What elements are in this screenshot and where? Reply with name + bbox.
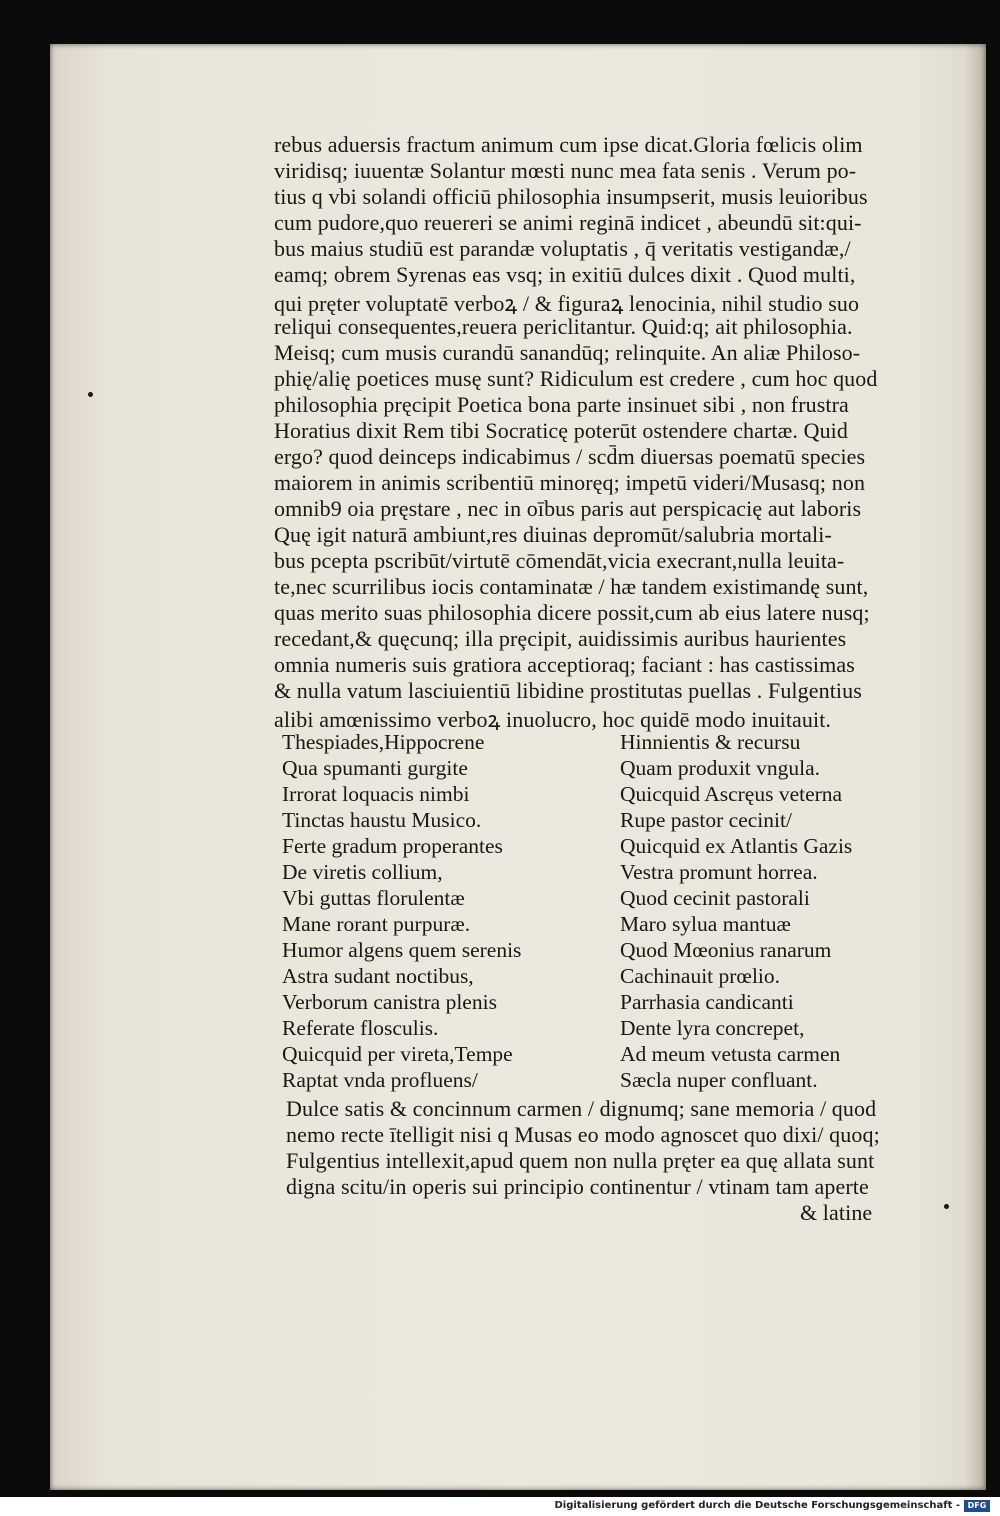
prose-line: viridisq; iuuentæ Solantur mœsti nunc mea fata senis . Verum po- — [274, 158, 857, 183]
prose-line: Fulgentius intellexit,apud quem non nulla pręter ea quę allata sunt — [286, 1148, 875, 1173]
prose-line: reliqui consequentes,reuera periclitantur. Quid:q; ait philosophia. — [274, 314, 853, 339]
verse-left-line: Humor algens quem serenis — [282, 938, 522, 962]
verse-right-line: Quod Mœonius ranarum — [620, 938, 832, 962]
verse-left-line: De viretis collium, — [282, 860, 443, 884]
verse-right-line: Dente lyra concrepet, — [620, 1016, 805, 1040]
prose-line: Quę igit naturā ambiunt,res diuinas depromūt/salubria mortali- — [274, 522, 832, 547]
prose-line: digna scitu/in operis sui principio continentur / vtinam tam aperte — [286, 1174, 869, 1199]
prose-line: & nulla vatum lasciuientiū libidine prostitutas puellas . Fulgentius — [274, 678, 862, 703]
verse-right-line: Sæcla nuper confluant. — [620, 1068, 818, 1092]
footer-bar — [0, 1497, 1000, 1516]
prose-line: quas merito suas philosophia dicere possit,cum ab eius latere nusq; — [274, 600, 870, 625]
prose-line: maiorem in animis scribentiū minoręq; impetū videri/Musasq; non — [274, 470, 866, 495]
prose-line: eamq; obrem Syrenas eas vsq; in exitiū dulces dixit . Quod multi, — [274, 262, 856, 287]
verse-left-line: Astra sudant noctibus, — [282, 964, 474, 988]
prose-line: qui pręter voluptatē verboꝝ / & figuraꝝ lenocinia, nihil studio suo — [274, 291, 860, 316]
prose-line: omnib9 oia pręstare , nec in oībus paris aut perspicacię aut laboris — [274, 496, 862, 521]
funding-credit: Digitalisierung gefördert durch die Deutsche Forschungsgemeinschaft - — [554, 1500, 960, 1511]
verse-right-line: Ad meum vetusta carmen — [620, 1042, 841, 1066]
verse-left-line: Mane rorant purpuræ. — [282, 912, 471, 936]
verse-left-line: Verborum canistra plenis — [282, 990, 497, 1014]
prose-line: alibi amœnissimo verboꝝ inuolucro, hoc quidē modo inuitauit. — [274, 707, 832, 732]
verse-right-line: Quod cecinit pastorali — [620, 886, 810, 910]
prose-line: Horatius dixit Rem tibi Socraticę poterūt ostendere chartæ. Quid — [274, 418, 848, 443]
verse-right-line: Vestra promunt horrea. — [620, 860, 818, 884]
prose-line: bus maius studiū est parandæ voluptatis , q̄ veritatis vestigandæ,/ — [274, 236, 851, 261]
verse-right-line: Hinnientis & recursu — [620, 730, 801, 754]
verse-right-line: Quicquid Ascręus veterna — [620, 782, 843, 806]
verse-left-line: Referate flosculis. — [282, 1016, 439, 1040]
verse-left-line: Ferte gradum properantes — [282, 834, 503, 858]
verse-right-line: Quam produxit vngula. — [620, 756, 821, 780]
verse-right-line: Maro sylua mantuæ — [620, 912, 791, 936]
verse-left-line: Qua spumanti gurgite — [282, 756, 468, 780]
verse-left-line: Tinctas haustu Musico. — [282, 808, 482, 832]
prose-line: omnia numeris suis gratiora acceptioraq; faciant : has castissimas — [274, 652, 855, 677]
prose-line: recedant,& quęcunq; illa prȩcipit, auidissimis auribus haurientes — [274, 626, 847, 651]
prose-line: phię/alię poetices musę sunt? Ridiculum est credere , cum hoc quod — [274, 366, 878, 391]
prose-line: ergo? quod deinceps indicabimus / scd̄m diuersas poematū species — [274, 444, 866, 469]
ink-mark — [944, 1204, 949, 1209]
prose-line: te,nec scurrilibus iocis contaminatæ / hæ tandem existimandę sunt, — [274, 574, 869, 599]
ink-mark — [88, 392, 93, 397]
prose-line: rebus aduersis fractum animum cum ipse dicat.Gloria fœlicis olim — [274, 132, 863, 157]
prose-line: cum pudore,quo reuereri se animi reginā indicet , abeundū sit:qui- — [274, 210, 862, 235]
verse-left-line: Quicquid per vireta,Tempe — [282, 1042, 513, 1066]
verse-left-line: Irrorat loquacis nimbi — [282, 782, 470, 806]
verse-right-line: Quicquid ex Atlantis Gazis — [620, 834, 853, 858]
prose-line: bus pcepta pscribūt/virtutē cōmendāt,vicia execrant,nulla leuita- — [274, 548, 845, 573]
prose-line: Dulce satis & concinnum carmen / dignumq; sane memoria / quod — [286, 1096, 877, 1121]
prose-line: Meisq; cum musis curandū sanandūq; relinquite. An aliæ Philoso- — [274, 340, 861, 365]
verse-left-line: Thespiades,Hippocrene — [282, 730, 485, 754]
verse-left-line: Raptat vnda profluens/ — [282, 1068, 478, 1092]
verse-left-line: Vbi guttas florulentæ — [282, 886, 465, 910]
verse-right-line: Rupe pastor cecinit/ — [620, 808, 792, 832]
verse-right-line: Cachinauit prœlio. — [620, 964, 781, 988]
prose-line: philosophia pręcipit Poetica bona parte insinuet sibi , non frustra — [274, 392, 849, 417]
dfg-logo: DFG — [964, 1500, 990, 1512]
prose-line: tius q vbi solandi officiū philosophia insumpserit, musis leuioribus — [274, 184, 868, 209]
verse-right-line: Parrhasia candicanti — [620, 990, 794, 1014]
prose-line: nemo recte ītelligit nisi q Musas eo modo agnoscet quo dixi/ quoq; — [286, 1122, 880, 1147]
catchword: & latine — [800, 1200, 873, 1225]
